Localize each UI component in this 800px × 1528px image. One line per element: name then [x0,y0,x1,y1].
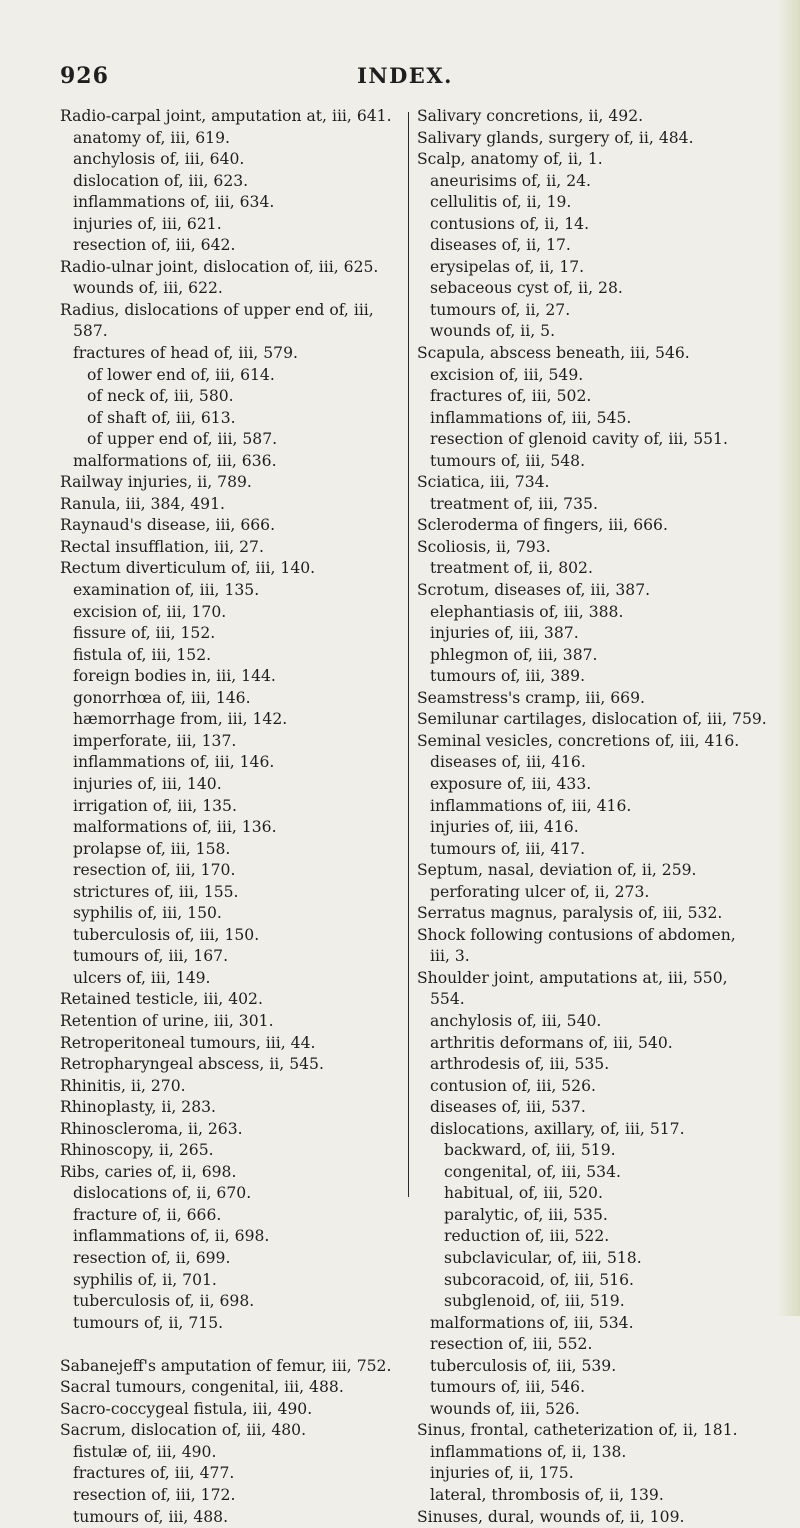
index-entry: Rhinitis, ii, 270. [60,1076,186,1095]
index-entry: Radio-ulnar joint, dislocation of, iii, 625. [60,257,379,276]
index-entry: Sinus, frontal, catheterization of, ii, 181. [417,1421,738,1440]
index-entry: Rhinoscopy, ii, 265. [60,1141,214,1160]
index-subentry: tumours of, iii, 548. [430,451,586,470]
index-subentry: habitual, of, iii, 520. [444,1184,603,1203]
index-subentry: reduction of, iii, 522. [444,1227,610,1246]
index-subentry: tuberculosis of, iii, 539. [430,1356,617,1375]
index-entry: Sacro-coccygeal fistula, iii, 490. [60,1399,313,1418]
index-subentry: foreign bodies in, iii, 144. [73,667,276,686]
index-entry: Shoulder joint, amputations at, iii, 550, [417,968,728,987]
index-subentry: strictures of, iii, 155. [73,882,239,901]
index-subentry: tumours of, iii, 417. [430,839,586,858]
index-subentry: contusions of, ii, 14. [430,214,590,233]
index-subentry: syphilis of, iii, 150. [73,904,222,923]
index-subentry: phlegmon of, iii, 387. [430,645,598,664]
index-entry: Railway injuries, ii, 789. [60,473,252,492]
index-entry: Raynaud's disease, iii, 666. [60,516,276,535]
index-subentry: resection of, iii, 552. [430,1335,593,1354]
page-title: INDEX. [357,63,453,88]
index-subentry: anatomy of, iii, 619. [73,128,230,147]
index-subentry: subglenoid, of, iii, 519. [444,1292,625,1311]
index-subentry: inflammations of, iii, 416. [430,796,632,815]
index-subentry: inflammations of, iii, 545. [430,408,632,427]
index-subentry: fractures of, iii, 502. [430,387,592,406]
index-entry: Sinuses, dural, wounds of, ii, 109. [417,1507,685,1526]
index-subentry: tumours of, ii, 27. [430,300,571,319]
index-subentry: injuries of, iii, 416. [430,818,579,837]
index-entry: Salivary glands, surgery of, ii, 484. [417,128,694,147]
index-subentry: diseases of, ii, 17. [430,236,571,255]
index-subentry: inflammations of, ii, 698. [73,1227,270,1246]
index-entry: Scalp, anatomy of, ii, 1. [417,150,603,169]
index-subentry: hæmorrhage from, iii, 142. [73,710,288,729]
index-entry: Rhinoplasty, ii, 283. [60,1098,216,1117]
index-subentry: diseases of, iii, 537. [430,1098,586,1117]
index-subentry: tumours of, iii, 488. [73,1507,229,1526]
index-entry: Scleroderma of fingers, iii, 666. [417,516,668,535]
index-subentry: excision of, iii, 549. [430,365,584,384]
index-subentry: malformations of, iii, 136. [73,818,277,837]
index-subentry: dislocations, axillary, of, iii, 517. [430,1119,685,1138]
section-gap [60,1334,402,1356]
index-subentry: fracture of, ii, 666. [73,1205,222,1224]
index-subentry: tumours of, iii, 167. [73,947,229,966]
index-entry: Retroperitoneal tumours, iii, 44. [60,1033,316,1052]
index-column-left [60,106,402,1528]
index-subentry: ulcers of, iii, 149. [73,968,211,987]
index-subentry: dislocation of, iii, 623. [73,171,249,190]
index-subentry: congenital, of, iii, 534. [444,1162,621,1181]
index-entry: Sabanejeff's amputation of femur, iii, 752. [60,1356,392,1375]
index-entry: Salivary concretions, ii, 492. [417,107,644,125]
index-subentry: dislocations of, ii, 670. [73,1184,252,1203]
index-entry: Ribs, caries of, ii, 698. [60,1162,237,1181]
index-subentry: syphilis of, ii, 701. [73,1270,217,1289]
index-entry: Rectum diverticulum of, iii, 140. [60,559,316,578]
index-subentry: injuries of, iii, 621. [73,214,222,233]
index-entry: Ranula, iii, 384, 491. [60,494,225,513]
index-entry: Rhinoscleroma, ii, 263. [60,1119,243,1138]
index-subentry: fractures of head of, iii, 579. [73,344,298,363]
index-entry: Shock following contusions of abdomen, [417,925,736,944]
index-entry: Rectal insufflation, iii, 27. [60,537,264,556]
index-entry: Sciatica, iii, 734. [417,473,550,492]
index-subentry: treatment of, ii, 802. [430,559,593,578]
index-subentry: fistulæ of, iii, 490. [73,1442,217,1461]
index-subentry: perforating ulcer of, ii, 273. [430,882,650,901]
index-subentry: injuries of, iii, 140. [73,774,222,793]
index-subentry: exposure of, iii, 433. [430,774,592,793]
index-subentry: iii, 3. [430,947,470,966]
index-subentry: resection of, ii, 699. [73,1248,231,1267]
index-subentry: inflammations of, ii, 138. [430,1442,627,1461]
index-subentry: wounds of, iii, 622. [73,279,223,298]
index-subentry: inflammations of, iii, 634. [73,193,275,212]
index-entry: Serratus magnus, paralysis of, iii, 532. [417,904,723,923]
index-entry: Semilunar cartilages, dislocation of, iii, 759. [417,710,767,729]
index-subentry: lateral, thrombosis of, ii, 139. [430,1486,664,1504]
index-subentry: anchylosis of, iii, 640. [73,150,245,169]
index-subentry: imperforate, iii, 137. [73,731,237,750]
index-subentry: 587. [73,322,108,341]
index-entry: Sacral tumours, congenital, iii, 488. [60,1378,344,1397]
index-subentry: of upper end of, iii, 587. [87,430,278,449]
index-subentry: tumours of, iii, 546. [430,1378,586,1397]
index-subentry: diseases of, iii, 416. [430,753,586,772]
index-entry: Radius, dislocations of upper end of, iii, [60,300,374,319]
index-subentry: treatment of, iii, 735. [430,494,598,513]
index-subentry: excision of, iii, 170. [73,602,227,621]
index-entry: Radio-carpal joint, amputation at, iii, 641. [60,107,392,125]
page-header [60,63,750,93]
index-entry: Scoliosis, ii, 793. [417,537,551,556]
index-entry: Retention of urine, iii, 301. [60,1011,274,1030]
index-subentry: wounds of, iii, 526. [430,1399,580,1418]
index-column-right [417,106,767,1528]
index-subentry: malformations of, iii, 636. [73,451,277,470]
index-subentry: injuries of, ii, 175. [430,1464,574,1483]
index-subentry: sebaceous cyst of, ii, 28. [430,279,623,298]
index-subentry: contusion of, iii, 526. [430,1076,596,1095]
index-entry: Retropharyngeal abscess, ii, 545. [60,1055,324,1074]
index-subentry: cellulitis of, ii, 19. [430,193,572,212]
index-subentry: fistula of, iii, 152. [73,645,212,664]
index-entry: Seminal vesicles, concretions of, iii, 416. [417,731,740,750]
index-subentry: aneurisims of, ii, 24. [430,171,591,190]
column-divider [408,112,409,1197]
index-subentry: gonorrhœa of, iii, 146. [73,688,251,707]
index-subentry: 554. [430,990,465,1009]
index-subentry: paralytic, of, iii, 535. [444,1205,608,1224]
index-subentry: resection of, iii, 642. [73,236,236,255]
index-subentry: inflammations of, iii, 146. [73,753,275,772]
page-number: 926 [60,63,109,89]
index-entry: Septum, nasal, deviation of, ii, 259. [417,861,697,880]
index-subentry: of lower end of, iii, 614. [87,365,275,384]
index-subentry: of shaft of, iii, 613. [87,408,236,427]
index-entry: Scrotum, diseases of, iii, 387. [417,581,651,600]
index-subentry: resection of glenoid cavity of, iii, 551. [430,430,728,449]
index-entry: Scapula, abscess beneath, iii, 546. [417,344,690,363]
index-subentry: resection of, iii, 172. [73,1486,236,1504]
index-subentry: fractures of, iii, 477. [73,1464,235,1483]
index-subentry: subclavicular, of, iii, 518. [444,1248,642,1267]
index-subentry: injuries of, iii, 387. [430,624,579,643]
index-subentry: tumours of, ii, 715. [73,1313,224,1332]
index-entry: Sacrum, dislocation of, iii, 480. [60,1421,307,1440]
index-subentry: elephantiasis of, iii, 388. [430,602,624,621]
index-subentry: irrigation of, iii, 135. [73,796,237,815]
index-subentry: prolapse of, iii, 158. [73,839,231,858]
index-subentry: malformations of, iii, 534. [430,1313,634,1332]
index-subentry: arthritis deformans of, iii, 540. [430,1033,673,1052]
index-subentry: tuberculosis of, ii, 698. [73,1292,255,1311]
index-subentry: tuberculosis of, iii, 150. [73,925,260,944]
index-subentry: examination of, iii, 135. [73,581,260,600]
index-subentry: tumours of, iii, 389. [430,667,586,686]
index-entry: Retained testicle, iii, 402. [60,990,263,1009]
index-subentry: erysipelas of, ii, 17. [430,257,585,276]
index-subentry: wounds of, ii, 5. [430,322,556,341]
index-subentry: backward, of, iii, 519. [444,1141,616,1160]
index-subentry: subcoracoid, of, iii, 516. [444,1270,635,1289]
page-edge-shadow [778,0,800,1316]
index-subentry: anchylosis of, iii, 540. [430,1011,602,1030]
index-entry: Seamstress's cramp, iii, 669. [417,688,645,707]
index-subentry: arthrodesis of, iii, 535. [430,1055,610,1074]
index-subentry: resection of, iii, 170. [73,861,236,880]
index-subentry: of neck of, iii, 580. [87,387,234,406]
index-subentry: fissure of, iii, 152. [73,624,216,643]
